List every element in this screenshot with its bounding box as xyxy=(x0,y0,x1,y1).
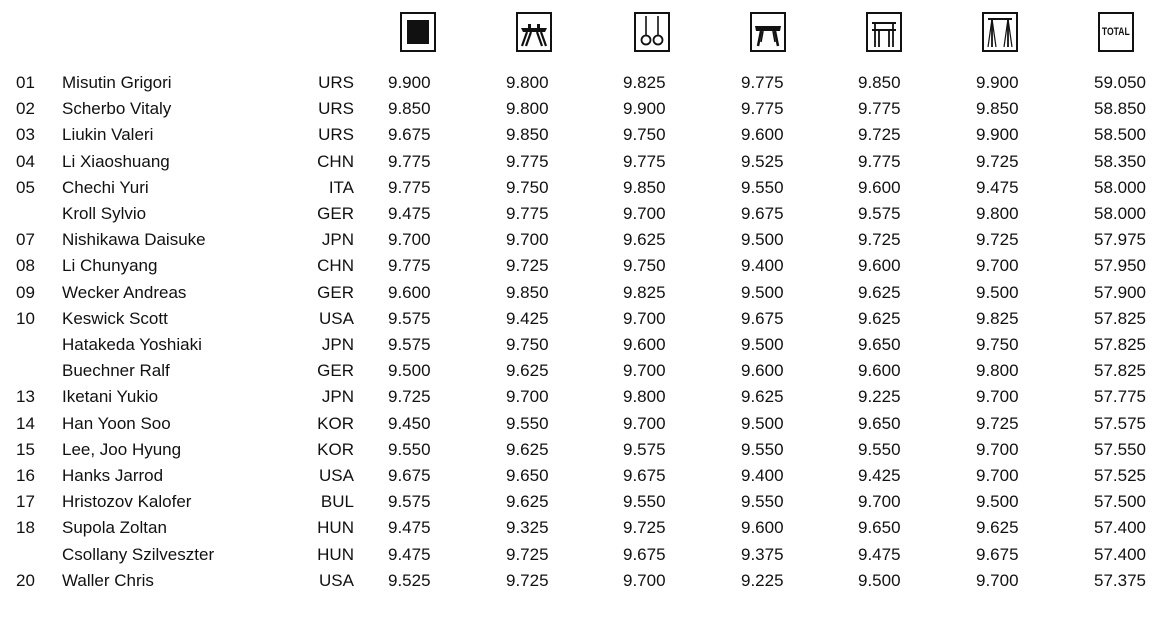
parallel-bars-score: 9.550 xyxy=(858,439,901,459)
rings-score: 9.850 xyxy=(623,177,666,197)
vault-score: 9.600 xyxy=(741,361,784,381)
rank: 04 xyxy=(16,151,35,171)
rings-score: 9.900 xyxy=(623,99,666,119)
nation-code: GER xyxy=(317,361,354,381)
pommel-horse-score: 9.425 xyxy=(506,308,549,328)
rings-score: 9.575 xyxy=(623,439,666,459)
table-row xyxy=(0,227,1160,253)
floor-score: 9.550 xyxy=(388,439,431,459)
total-score: 58.350 xyxy=(1094,151,1146,171)
table-row xyxy=(0,384,1160,410)
rings-score: 9.700 xyxy=(623,308,666,328)
pommel-horse-score: 9.725 xyxy=(506,256,549,276)
vault-score: 9.675 xyxy=(741,204,784,223)
pommel-horse-score: 9.750 xyxy=(506,177,549,197)
rings-score: 9.725 xyxy=(623,518,666,538)
rings-icon xyxy=(634,12,670,52)
table-row xyxy=(0,201,1160,227)
athlete-name: Han Yoon Soo xyxy=(62,413,171,433)
parallel-bars-score: 9.725 xyxy=(858,125,901,145)
athlete-name: Li Xiaoshuang xyxy=(62,151,170,171)
athlete-name: Supola Zoltan xyxy=(62,518,167,538)
total-score: 58.850 xyxy=(1094,99,1146,119)
nation-code: JPN xyxy=(321,335,354,354)
athlete-name: Lee, Joo Hyung xyxy=(62,439,182,459)
parallel-bars-score: 9.600 xyxy=(858,256,901,276)
parallel-bars-score: 9.625 xyxy=(858,282,901,302)
athlete-name: Hristozov Kalofer xyxy=(62,492,192,512)
nation-code: USA xyxy=(319,308,354,328)
nation-code: HUN xyxy=(317,544,354,564)
total-score: 57.525 xyxy=(1094,466,1146,485)
floor-score: 9.700 xyxy=(388,230,431,250)
athlete-name: Keswick Scott xyxy=(62,308,168,328)
table-row xyxy=(0,280,1160,306)
horizontal-bar-score: 9.700 xyxy=(976,256,1019,276)
rank: 17 xyxy=(16,492,35,512)
pommel-horse-score: 9.700 xyxy=(506,230,549,250)
total-score: 57.950 xyxy=(1094,256,1146,276)
horizontal-bar-score: 9.625 xyxy=(976,518,1019,538)
nation-code: USA xyxy=(319,570,354,590)
parallel-bars-score: 9.625 xyxy=(858,308,901,328)
floor-exercise-icon xyxy=(400,12,436,52)
floor-score: 9.475 xyxy=(388,518,431,538)
total-score: 57.825 xyxy=(1094,335,1146,354)
parallel-bars-score: 9.475 xyxy=(858,544,901,564)
floor-score: 9.500 xyxy=(388,361,431,381)
total-score: 57.400 xyxy=(1094,544,1146,564)
pommel-horse-score: 9.800 xyxy=(506,73,549,92)
vault-score: 9.500 xyxy=(741,413,784,433)
floor-score: 9.475 xyxy=(388,204,431,223)
total-score: 59.050 xyxy=(1094,73,1146,92)
athlete-name: Hanks Jarrod xyxy=(62,466,164,485)
pommel-horse-score: 9.625 xyxy=(506,361,549,381)
floor-score: 9.900 xyxy=(388,73,431,92)
horizontal-bar-score: 9.700 xyxy=(976,387,1019,407)
vault-score: 9.775 xyxy=(741,99,784,119)
parallel-bars-icon xyxy=(866,12,902,52)
pommel-horse-score: 9.650 xyxy=(506,466,549,485)
vault-score: 9.550 xyxy=(741,177,784,197)
athlete-name: Li Chunyang xyxy=(62,256,158,276)
total-score: 58.000 xyxy=(1094,204,1146,223)
rings-score: 9.825 xyxy=(623,73,666,92)
vault-score: 9.400 xyxy=(741,466,784,485)
rank: 02 xyxy=(16,99,35,119)
parallel-bars-score: 9.650 xyxy=(858,518,901,538)
horizontal-bar-icon xyxy=(982,12,1018,52)
pommel-horse-score: 9.700 xyxy=(506,387,549,407)
floor-score: 9.675 xyxy=(388,466,431,485)
table-row xyxy=(0,411,1160,437)
floor-score: 9.600 xyxy=(388,282,431,302)
nation-code: JPN xyxy=(321,387,354,407)
horizontal-bar-score: 9.500 xyxy=(976,492,1019,512)
vault-score: 9.525 xyxy=(741,151,784,171)
rank: 08 xyxy=(16,256,35,276)
total-icon xyxy=(1098,12,1134,52)
rings-score: 9.600 xyxy=(623,335,666,354)
horizontal-bar-score: 9.825 xyxy=(976,308,1019,328)
table-row xyxy=(0,70,1160,96)
athlete-name: Csollany Szilveszter xyxy=(62,544,215,564)
parallel-bars-score: 9.775 xyxy=(858,151,901,171)
table-row xyxy=(0,149,1160,175)
floor-score: 9.475 xyxy=(388,544,431,564)
athlete-name: Waller Chris xyxy=(62,570,154,590)
vault-score: 9.500 xyxy=(741,282,784,302)
vault-score: 9.500 xyxy=(741,335,784,354)
parallel-bars-score: 9.700 xyxy=(858,492,901,512)
rank: 13 xyxy=(16,387,35,407)
total-score: 57.825 xyxy=(1094,308,1146,328)
nation-code: KOR xyxy=(317,439,354,459)
nation-code: GER xyxy=(317,204,354,223)
rings-score: 9.700 xyxy=(623,413,666,433)
vault-score: 9.375 xyxy=(741,544,784,564)
rank: 10 xyxy=(16,308,35,328)
vault-score: 9.775 xyxy=(741,73,784,92)
pommel-horse-score: 9.850 xyxy=(506,125,549,145)
vault-score: 9.600 xyxy=(741,125,784,145)
floor-score: 9.775 xyxy=(388,151,431,171)
vault-score: 9.675 xyxy=(741,308,784,328)
horizontal-bar-score: 9.750 xyxy=(976,335,1019,354)
vault-score: 9.400 xyxy=(741,256,784,276)
parallel-bars-score: 9.775 xyxy=(858,99,901,119)
table-row xyxy=(0,253,1160,279)
pommel-horse-score: 9.800 xyxy=(506,99,549,119)
vault-score: 9.500 xyxy=(741,230,784,250)
nation-code: URS xyxy=(318,99,354,119)
total-score: 57.825 xyxy=(1094,361,1146,381)
rank: 09 xyxy=(16,282,35,302)
rings-score: 9.800 xyxy=(623,387,666,407)
athlete-name: Wecker Andreas xyxy=(62,282,187,302)
pommel-horse-score: 9.625 xyxy=(506,492,549,512)
rank: 14 xyxy=(16,413,35,433)
floor-score: 9.850 xyxy=(388,99,431,119)
parallel-bars-score: 9.650 xyxy=(858,413,901,433)
parallel-bars-score: 9.850 xyxy=(858,73,901,92)
horizontal-bar-score: 9.725 xyxy=(976,151,1019,171)
horizontal-bar-score: 9.700 xyxy=(976,439,1019,459)
rank: 01 xyxy=(16,73,35,92)
table-row xyxy=(0,542,1160,568)
rings-score: 9.825 xyxy=(623,282,666,302)
athlete-name: Buechner Ralf xyxy=(62,361,170,381)
horizontal-bar-score: 9.475 xyxy=(976,177,1019,197)
rings-score: 9.775 xyxy=(623,151,666,171)
table-row xyxy=(0,96,1160,122)
nation-code: JPN xyxy=(321,230,354,250)
rank: 15 xyxy=(16,439,35,459)
floor-score: 9.775 xyxy=(388,177,431,197)
table-row xyxy=(0,568,1160,594)
horizontal-bar-score: 9.725 xyxy=(976,230,1019,250)
nation-code: KOR xyxy=(317,413,354,433)
floor-score: 9.575 xyxy=(388,308,431,328)
horizontal-bar-score: 9.800 xyxy=(976,204,1019,223)
table-row xyxy=(0,463,1160,489)
horizontal-bar-score: 9.900 xyxy=(976,125,1019,145)
rank: 18 xyxy=(16,518,35,538)
pommel-horse-score: 9.750 xyxy=(506,335,549,354)
vault-icon xyxy=(750,12,786,52)
table-row xyxy=(0,122,1160,148)
pommel-horse-score: 9.625 xyxy=(506,439,549,459)
parallel-bars-score: 9.225 xyxy=(858,387,901,407)
total-label: TOTAL xyxy=(1102,26,1130,38)
nation-code: ITA xyxy=(328,177,354,197)
total-score: 57.775 xyxy=(1094,387,1146,407)
athlete-name: Scherbo Vitaly xyxy=(62,99,172,119)
total-score: 57.975 xyxy=(1094,230,1146,250)
vault-score: 9.550 xyxy=(741,439,784,459)
nation-code: BUL xyxy=(320,492,354,512)
horizontal-bar-score: 9.675 xyxy=(976,544,1019,564)
rings-score: 9.700 xyxy=(623,361,666,381)
pommel-horse-score: 9.550 xyxy=(506,413,549,433)
athlete-name: Nishikawa Daisuke xyxy=(62,230,206,250)
athlete-name: Liukin Valeri xyxy=(62,125,154,145)
floor-score: 9.575 xyxy=(388,492,431,512)
vault-score: 9.225 xyxy=(741,570,784,590)
table-row xyxy=(0,306,1160,332)
floor-score: 9.725 xyxy=(388,387,431,407)
pommel-horse-score: 9.775 xyxy=(506,151,549,171)
total-score: 57.550 xyxy=(1094,439,1146,459)
floor-score: 9.675 xyxy=(388,125,431,145)
floor-score: 9.775 xyxy=(388,256,431,276)
pommel-horse-score: 9.725 xyxy=(506,570,549,590)
athlete-name: Misutin Grigori xyxy=(62,73,172,92)
rank: 16 xyxy=(16,466,35,485)
horizontal-bar-score: 9.725 xyxy=(976,413,1019,433)
rank: 05 xyxy=(16,177,35,197)
rings-score: 9.700 xyxy=(623,570,666,590)
rings-score: 9.750 xyxy=(623,125,666,145)
pommel-horse-score: 9.850 xyxy=(506,282,549,302)
horizontal-bar-score: 9.700 xyxy=(976,570,1019,590)
vault-score: 9.550 xyxy=(741,492,784,512)
table-row xyxy=(0,332,1160,358)
pommel-horse-score: 9.725 xyxy=(506,544,549,564)
rank: 03 xyxy=(16,125,35,145)
rings-score: 9.550 xyxy=(623,492,666,512)
nation-code: USA xyxy=(319,466,354,485)
table-row xyxy=(0,358,1160,384)
total-score: 57.375 xyxy=(1094,570,1146,590)
athlete-name: Kroll Sylvio xyxy=(62,204,147,223)
parallel-bars-score: 9.425 xyxy=(858,466,901,485)
total-score: 57.500 xyxy=(1094,492,1146,512)
athlete-name: Iketani Yukio xyxy=(62,387,159,407)
rings-score: 9.675 xyxy=(623,544,666,564)
rank: 20 xyxy=(16,570,35,590)
athlete-name: Hatakeda Yoshiaki xyxy=(62,335,202,354)
total-score: 57.400 xyxy=(1094,518,1146,538)
vault-score: 9.600 xyxy=(741,518,784,538)
nation-code: CHN xyxy=(317,256,354,276)
rings-score: 9.700 xyxy=(623,204,666,223)
nation-code: HUN xyxy=(317,518,354,538)
rings-score: 9.750 xyxy=(623,256,666,276)
parallel-bars-score: 9.575 xyxy=(858,204,901,223)
table-row xyxy=(0,515,1160,541)
total-score: 57.575 xyxy=(1094,413,1146,433)
nation-code: URS xyxy=(318,73,354,92)
rings-score: 9.675 xyxy=(623,466,666,485)
parallel-bars-score: 9.650 xyxy=(858,335,901,354)
rank: 07 xyxy=(16,230,35,250)
parallel-bars-score: 9.600 xyxy=(858,177,901,197)
total-score: 58.500 xyxy=(1094,125,1146,145)
athlete-name: Chechi Yuri xyxy=(62,177,149,197)
total-score: 58.000 xyxy=(1094,177,1146,197)
pommel-horse-icon xyxy=(516,12,552,52)
vault-score: 9.625 xyxy=(741,387,784,407)
nation-code: CHN xyxy=(317,151,354,171)
floor-score: 9.525 xyxy=(388,570,431,590)
rings-score: 9.625 xyxy=(623,230,666,250)
nation-code: GER xyxy=(317,282,354,302)
table-row xyxy=(0,437,1160,463)
pommel-horse-score: 9.325 xyxy=(506,518,549,538)
parallel-bars-score: 9.725 xyxy=(858,230,901,250)
nation-code: URS xyxy=(318,125,354,145)
floor-score: 9.450 xyxy=(388,413,431,433)
pommel-horse-score: 9.775 xyxy=(506,204,549,223)
horizontal-bar-score: 9.900 xyxy=(976,73,1019,92)
horizontal-bar-score: 9.500 xyxy=(976,282,1019,302)
parallel-bars-score: 9.600 xyxy=(858,361,901,381)
table-row xyxy=(0,489,1160,515)
parallel-bars-score: 9.500 xyxy=(858,570,901,590)
floor-score: 9.575 xyxy=(388,335,431,354)
horizontal-bar-score: 9.850 xyxy=(976,99,1019,119)
table-row xyxy=(0,175,1160,201)
horizontal-bar-score: 9.700 xyxy=(976,466,1019,485)
horizontal-bar-score: 9.800 xyxy=(976,361,1019,381)
total-score: 57.900 xyxy=(1094,282,1146,302)
